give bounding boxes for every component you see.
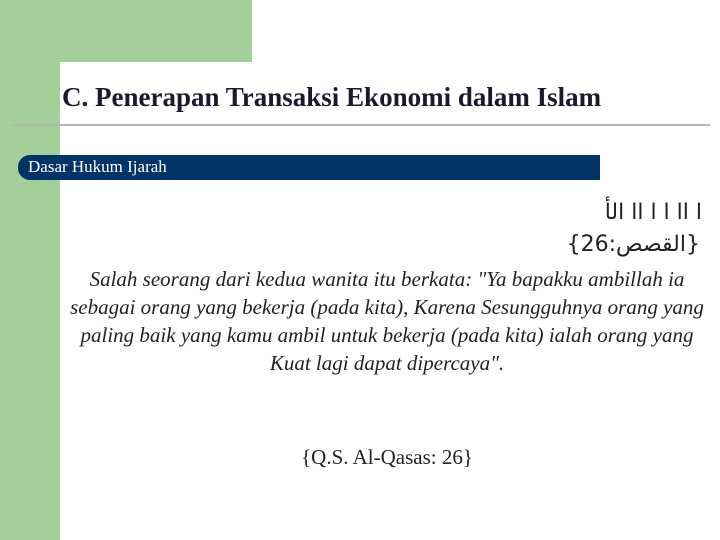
arabic-verse-line: ا اا ا ا اا الأ (604, 200, 702, 225)
slide-title: C. Penerapan Transaksi Ekonomi dalam Islam (62, 82, 602, 112)
accent-bar-left (0, 0, 60, 540)
verse-reference: {Q.S. Al-Qasas: 26} (301, 445, 473, 469)
accent-bar-top (0, 0, 252, 62)
translation-text: Salah seorang dari kedua wanita itu berkata: "Ya bapakku ambillah ia sebagai orang yang bekerja (pada kita), Karena Sesungguhnya orang yang paling baik yang kamu ambil untuk bekerja (pada kita) ialah orang yang Kuat lagi dapat dipercaya". (70, 267, 704, 375)
arabic-verse-reference: {القصص:26} (566, 232, 700, 257)
verse-translation (66, 265, 708, 377)
title-divider (12, 124, 710, 126)
subtitle-text: Dasar Hukum Ijarah (28, 157, 167, 176)
